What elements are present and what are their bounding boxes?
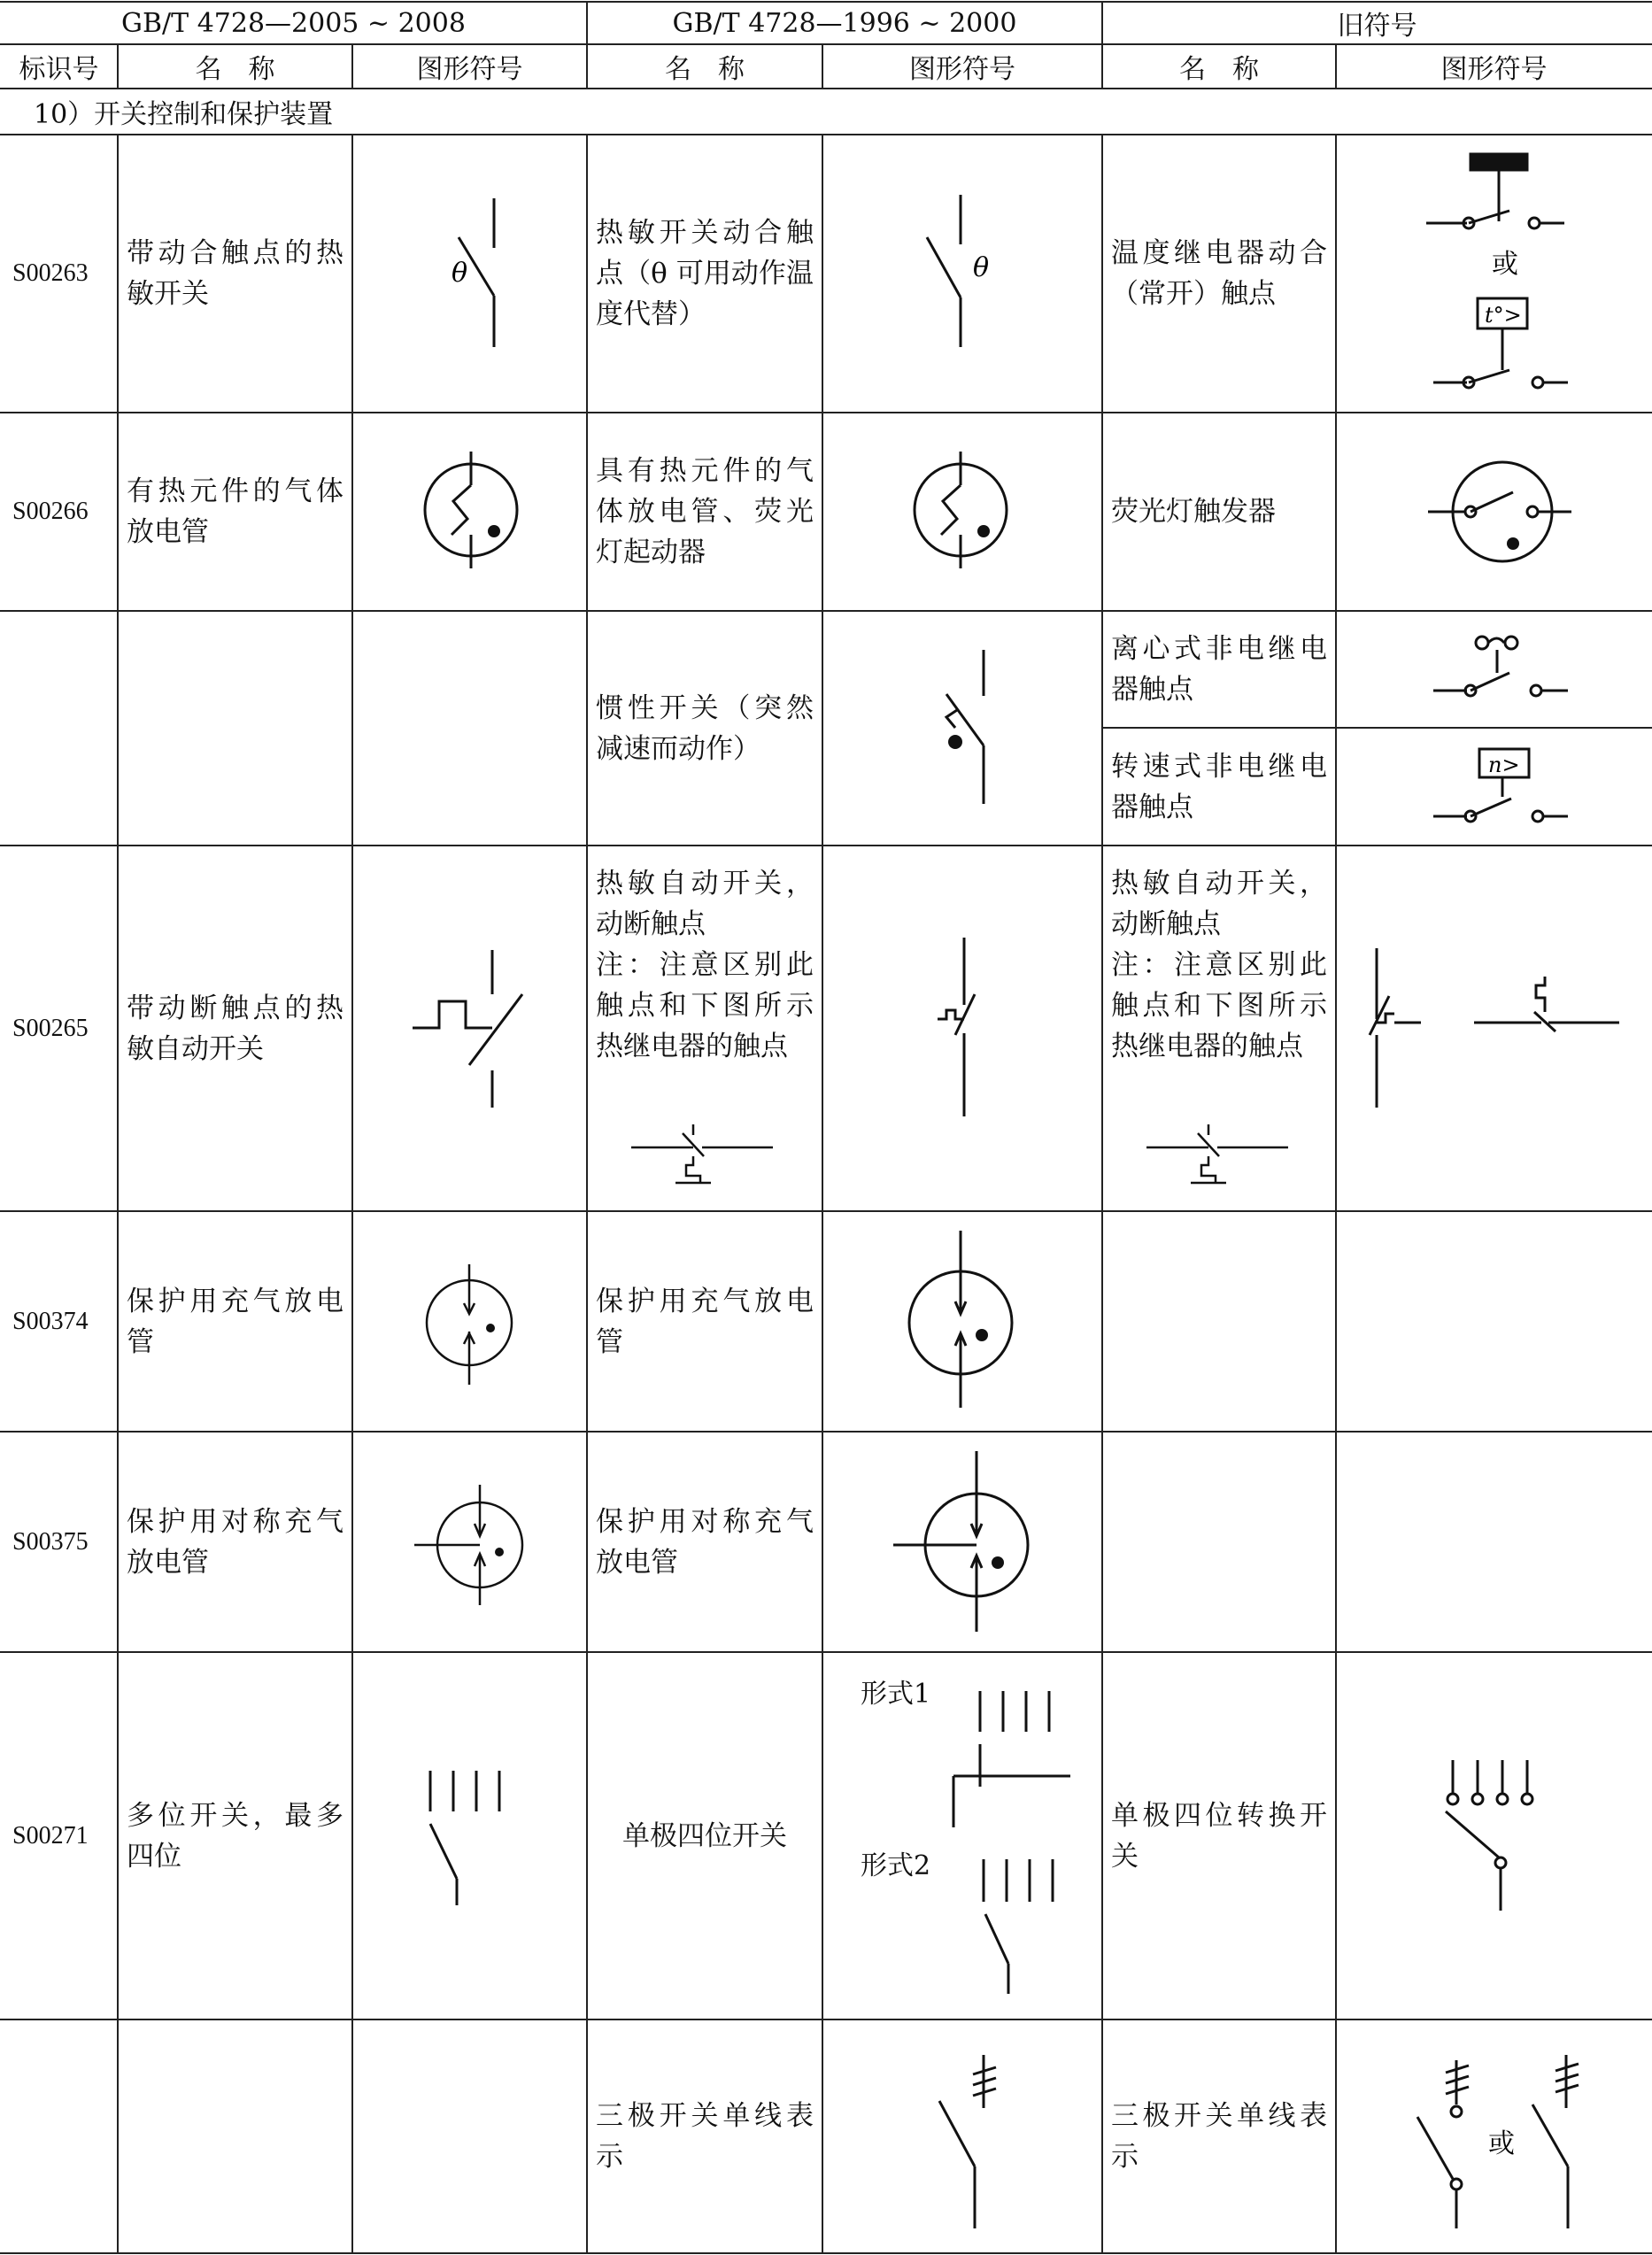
- header-std-2005: GB/T 4728—2005 ~ 2008: [121, 7, 466, 39]
- thermal-relay-contact-sketch-old: [1102, 1116, 1336, 1186]
- row-name-old: 温度继电器动合（常开）触点: [1111, 237, 1327, 310]
- row-name-old: 单极四位转换开关: [1111, 1799, 1327, 1873]
- form2-label: 形式2: [861, 1850, 931, 1881]
- row-name-1996: 保护用对称充气放电管: [596, 1505, 814, 1579]
- thermal-relay-contact-sketch: [587, 1116, 822, 1186]
- col-header-symbol: 图形符号: [909, 54, 1015, 85]
- row-name-old-a: 离心式非电继电器触点: [1111, 633, 1327, 706]
- thermal-make-switch-symbol: [352, 135, 587, 413]
- row-id: S00374: [12, 1307, 89, 1335]
- thermal-break-switch-1996-symbol: [822, 846, 1102, 1211]
- single-pole-four-position-switch-symbol: [822, 1652, 1102, 2019]
- row-name-new: 多位开关，最多四位: [127, 1799, 344, 1873]
- inertia-switch-symbol: [822, 611, 1102, 846]
- three-pole-switch-symbol: [822, 2019, 1102, 2253]
- multi-position-switch-symbol: [352, 1652, 587, 2019]
- gas-tube-heater-symbol: [352, 413, 587, 611]
- symmetric-gas-tube-symbol: [352, 1432, 587, 1652]
- single-pole-changeover-switch-old-symbol: [1336, 1652, 1652, 2019]
- row-id: S00265: [12, 1014, 89, 1042]
- form1-label: 形式1: [861, 1679, 931, 1710]
- three-pole-switch-old-symbol: [1336, 2019, 1652, 2253]
- row-name-1996: 三极开关单线表示: [596, 2100, 814, 2173]
- row-id: S00266: [12, 498, 89, 525]
- row-name-1996: 惯性开关（突然减速而动作）: [596, 691, 814, 765]
- row-id: S00271: [12, 1821, 89, 1850]
- fluorescent-starter-old-symbol: [1336, 413, 1652, 611]
- centrifugal-relay-old-symbol: [1336, 611, 1652, 728]
- row-name-old: 荧光灯触发器: [1111, 496, 1276, 528]
- row-name-1996: 保护用充气放电管: [596, 1285, 814, 1358]
- row-id: S00263: [12, 259, 89, 287]
- row-id: S00375: [12, 1527, 89, 1556]
- speed-relay-old-symbol: [1336, 728, 1652, 846]
- gas-tube-heater-1996-symbol: [822, 413, 1102, 611]
- thermal-break-switch-old-symbol: [1336, 846, 1652, 1211]
- col-header-id: 标识号: [19, 54, 99, 85]
- row-name-new: 带动断触点的热敏自动开关: [127, 992, 344, 1065]
- symmetric-gas-tube-1996-symbol: [822, 1432, 1102, 1652]
- or-label: 或: [1488, 2128, 1515, 2159]
- col-header-symbol: 图形符号: [416, 54, 523, 85]
- row-name-new: 有热元件的气体放电管: [127, 475, 344, 548]
- protective-gas-tube-1996-symbol: [822, 1211, 1102, 1432]
- row-name-1996: 具有热元件的气体放电管、荧光灯起动器: [596, 455, 814, 568]
- header-old-symbol: 旧符号: [1337, 11, 1417, 42]
- speed-label: n>: [1488, 753, 1520, 777]
- col-header-name: 名 称: [195, 54, 275, 85]
- theta-label: θ: [452, 258, 468, 289]
- col-header-symbol: 图形符号: [1440, 54, 1548, 85]
- row-name-1996: 热敏自动开关，动断触点 注：注意区别此触点和下图所示热继电器的触点: [596, 868, 814, 1062]
- row-name-old-b: 转速式非电继电器触点: [1111, 750, 1327, 823]
- temperature-relay-old-symbol: [1336, 135, 1652, 413]
- col-header-name: 名 称: [1179, 54, 1259, 85]
- thermal-make-switch-1996-symbol: [822, 135, 1102, 413]
- or-label: 或: [1492, 249, 1518, 280]
- theta-label: θ: [973, 252, 990, 283]
- row-name-old: 热敏自动开关，动断触点 注：注意区别此触点和下图所示热继电器的触点: [1111, 868, 1327, 1062]
- col-header-name: 名 称: [665, 54, 745, 85]
- row-name-new: 保护用充气放电管: [127, 1285, 344, 1358]
- row-name-old: 三极开关单线表示: [1111, 2100, 1327, 2173]
- row-name-new: 带动合触点的热敏开关: [127, 237, 344, 310]
- temperature-label: t°>: [1485, 303, 1522, 328]
- section-title: 10）开关控制和保护装置: [34, 99, 334, 130]
- protective-gas-tube-symbol: [352, 1211, 587, 1432]
- row-name-1996: 单极四位开关: [622, 1819, 787, 1852]
- row-name-1996: 热敏开关动合触点（θ 可用动作温度代替）: [596, 217, 814, 330]
- thermal-break-switch-symbol: [352, 846, 587, 1211]
- header-std-1996: GB/T 4728—1996 ~ 2000: [672, 7, 1017, 39]
- row-name-new: 保护用对称充气放电管: [127, 1505, 344, 1579]
